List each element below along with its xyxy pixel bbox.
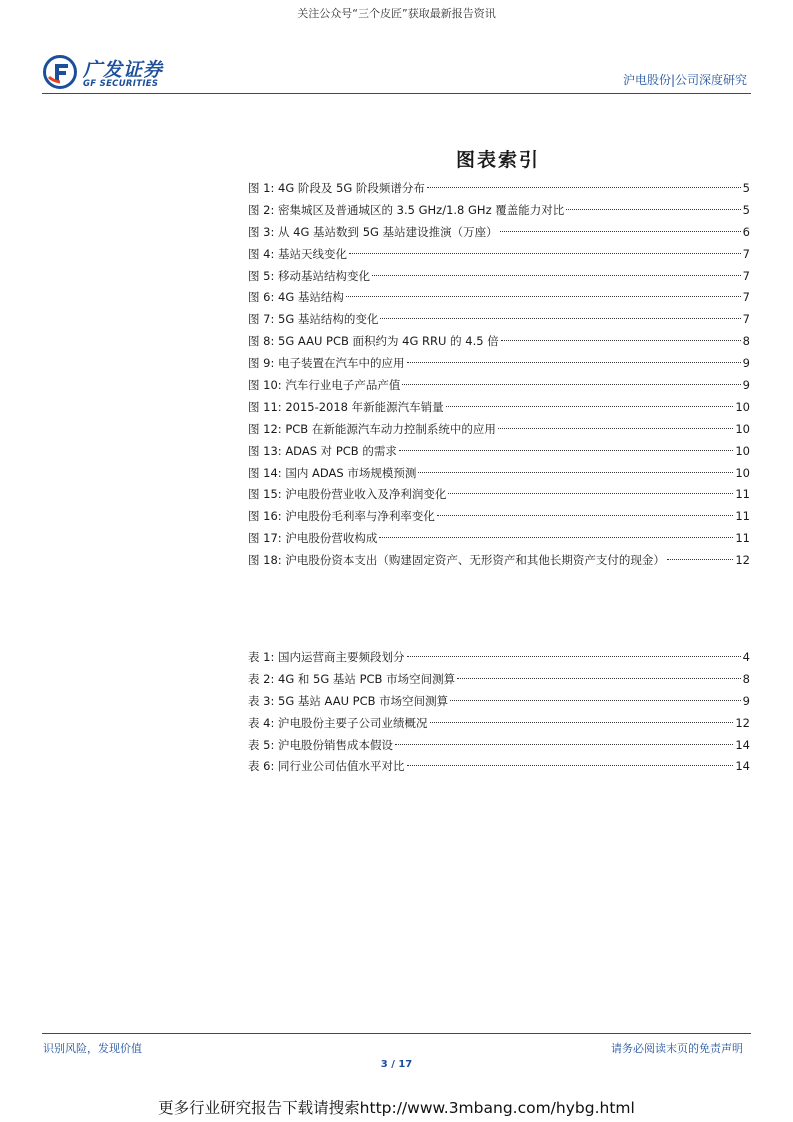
footer-disclaimer: 请务必阅读末页的免责声明 (611, 1042, 743, 1055)
leader-dots (448, 493, 733, 494)
figure-entry-page: 6 (742, 224, 750, 239)
header-divider (42, 93, 751, 94)
figure-entry-label: 图 13: ADAS 对 PCB 的需求 (248, 443, 397, 458)
page-number: 3 / 17 (380, 1059, 413, 1070)
leader-dots (427, 187, 741, 188)
figure-entry-label: 图 10: 汽车行业电子产品产值 (248, 378, 401, 393)
table-entry-label: 表 5: 沪电股份销售成本假设 (248, 737, 394, 752)
table-entry[interactable] (248, 647, 750, 669)
figure-entry-label: 图 17: 沪电股份营收构成 (248, 531, 378, 546)
leader-dots (498, 428, 734, 429)
figure-entry-page: 5 (742, 202, 750, 217)
figure-entry[interactable] (248, 484, 750, 506)
leader-dots (399, 450, 734, 451)
table-entry-label: 表 4: 沪电股份主要子公司业绩概况 (248, 715, 428, 730)
figure-entry[interactable] (248, 463, 750, 485)
figure-entry-label: 图 5: 移动基站结构变化 (248, 268, 371, 283)
figure-entry-page: 7 (742, 268, 750, 283)
table-entry[interactable] (248, 713, 750, 735)
leader-dots (566, 209, 740, 210)
figure-entry-page: 10 (735, 399, 750, 414)
table-entry[interactable] (248, 691, 750, 713)
table-entry-page: 9 (742, 693, 750, 708)
footer-slogan: 识别风险，发现价值 (43, 1042, 142, 1055)
table-entry-label: 表 6: 同行业公司估值水平对比 (248, 759, 405, 774)
figure-entry-page: 9 (742, 356, 750, 371)
table-entry-page: 8 (742, 671, 750, 686)
figure-entry-page: 9 (742, 378, 750, 393)
leader-dots (500, 231, 741, 232)
figure-entry-page: 8 (742, 334, 750, 349)
figure-entry[interactable] (248, 353, 750, 375)
figure-entry[interactable] (248, 331, 750, 353)
figure-entry-label: 图 8: 5G AAU PCB 面积约为 4G RRU 的 4.5 倍 (248, 334, 499, 349)
table-entry-page: 12 (735, 715, 750, 730)
figure-entry[interactable] (248, 528, 750, 550)
figure-entry-label: 图 12: PCB 在新能源汽车动力控制系统中的应用 (248, 421, 496, 436)
figure-entry-label: 图 18: 沪电股份资本支出（购建固定资产、无形资产和其他长期资产支付的现金） (248, 553, 665, 568)
leader-dots (372, 275, 741, 276)
figure-entry[interactable] (248, 309, 750, 331)
figure-entry-label: 图 16: 沪电股份毛利率与净利率变化 (248, 509, 435, 524)
figure-entry-label: 图 2: 密集城区及普通城区的 3.5 GHz/1.8 GHz 覆盖能力对比 (248, 202, 565, 217)
table-entry[interactable] (248, 669, 750, 691)
gf-logo-icon (43, 55, 77, 89)
table-index-list (248, 647, 750, 778)
table-entry[interactable] (248, 735, 750, 757)
figure-entry-label: 图 1: 4G 阶段及 5G 阶段频谱分布 (248, 181, 425, 195)
figure-entry[interactable] (248, 506, 750, 528)
figure-entry-label: 图 7: 5G 基站结构的变化 (248, 312, 379, 327)
figure-entry-page: 11 (735, 487, 750, 502)
leader-dots (349, 253, 741, 254)
leader-dots (407, 765, 734, 766)
figure-entry[interactable] (248, 200, 750, 222)
leader-dots (402, 384, 740, 385)
leader-dots (346, 296, 741, 297)
figure-entry-page: 7 (742, 246, 750, 261)
table-entry-page: 14 (735, 737, 750, 752)
leader-dots (450, 700, 740, 701)
leader-dots (446, 406, 734, 407)
leader-dots (667, 559, 734, 560)
table-entry-page: 14 (735, 759, 750, 774)
figure-entry-page: 7 (742, 290, 750, 305)
figure-entry-label: 图 11: 2015-2018 年新能源汽车销量 (248, 399, 444, 414)
report-category: 沪电股份|公司深度研究 (622, 73, 747, 87)
leader-dots (380, 318, 740, 319)
footer-divider (42, 1033, 751, 1034)
figure-entry-page: 7 (742, 312, 750, 327)
figure-entry-page: 10 (735, 443, 750, 458)
leader-dots (437, 515, 734, 516)
figure-entry[interactable] (248, 419, 750, 441)
company-logo[interactable] (43, 55, 223, 91)
table-entry-label: 表 1: 国内运营商主要频段划分 (248, 650, 405, 664)
figure-entry-label: 图 14: 国内 ADAS 市场规模预测 (248, 465, 417, 480)
figure-index-list (248, 178, 750, 572)
figure-entry[interactable] (248, 287, 750, 309)
leader-dots (418, 472, 733, 473)
figure-entry-label: 图 4: 基站天线变化 (248, 246, 348, 261)
figure-entry-label: 图 9: 电子装置在汽车中的应用 (248, 356, 405, 371)
leader-dots (430, 722, 734, 723)
figure-entry[interactable] (248, 397, 750, 419)
figure-entry[interactable] (248, 550, 750, 572)
table-entry-label: 表 3: 5G 基站 AAU PCB 市场空间测算 (248, 693, 449, 708)
logo-english-name: GF SECURITIES (83, 79, 159, 89)
leader-dots (395, 744, 733, 745)
figure-entry-label: 图 3: 从 4G 基站数到 5G 基站建设推演（万座） (248, 224, 498, 239)
leader-dots (501, 340, 741, 341)
figure-entry-page: 10 (735, 465, 750, 480)
figure-entry-label: 图 15: 沪电股份营业收入及净利润变化 (248, 487, 447, 502)
figure-entry[interactable] (248, 244, 750, 266)
table-entry-page: 4 (742, 650, 750, 664)
figure-entry-page: 11 (735, 531, 750, 546)
figure-entry-label: 图 6: 4G 基站结构 (248, 290, 344, 305)
table-entry-label: 表 2: 4G 和 5G 基站 PCB 市场空间测算 (248, 671, 456, 686)
leader-dots (379, 537, 733, 538)
figure-entry-page: 10 (735, 421, 750, 436)
figure-entry[interactable] (248, 178, 750, 200)
table-entry[interactable] (248, 756, 750, 778)
page-title: 图表索引 (455, 149, 540, 171)
figure-entry-page: 5 (742, 181, 750, 195)
figure-entry-page: 12 (735, 553, 750, 568)
leader-dots (457, 678, 741, 679)
figure-entry[interactable] (248, 222, 750, 244)
download-promo[interactable]: 更多行业研究报告下载请搜索http://www.3mbang.com/hybg.html (158, 1099, 635, 1117)
top-notice: 关注公众号“三个皮匠”获取最新报告资讯 (297, 7, 496, 20)
leader-dots (407, 656, 741, 657)
logo-chinese-name: 广发证券 (83, 59, 164, 81)
figure-entry[interactable] (248, 441, 750, 463)
figure-entry[interactable] (248, 266, 750, 288)
figure-entry[interactable] (248, 375, 750, 397)
leader-dots (407, 362, 741, 363)
figure-entry-page: 11 (735, 509, 750, 524)
